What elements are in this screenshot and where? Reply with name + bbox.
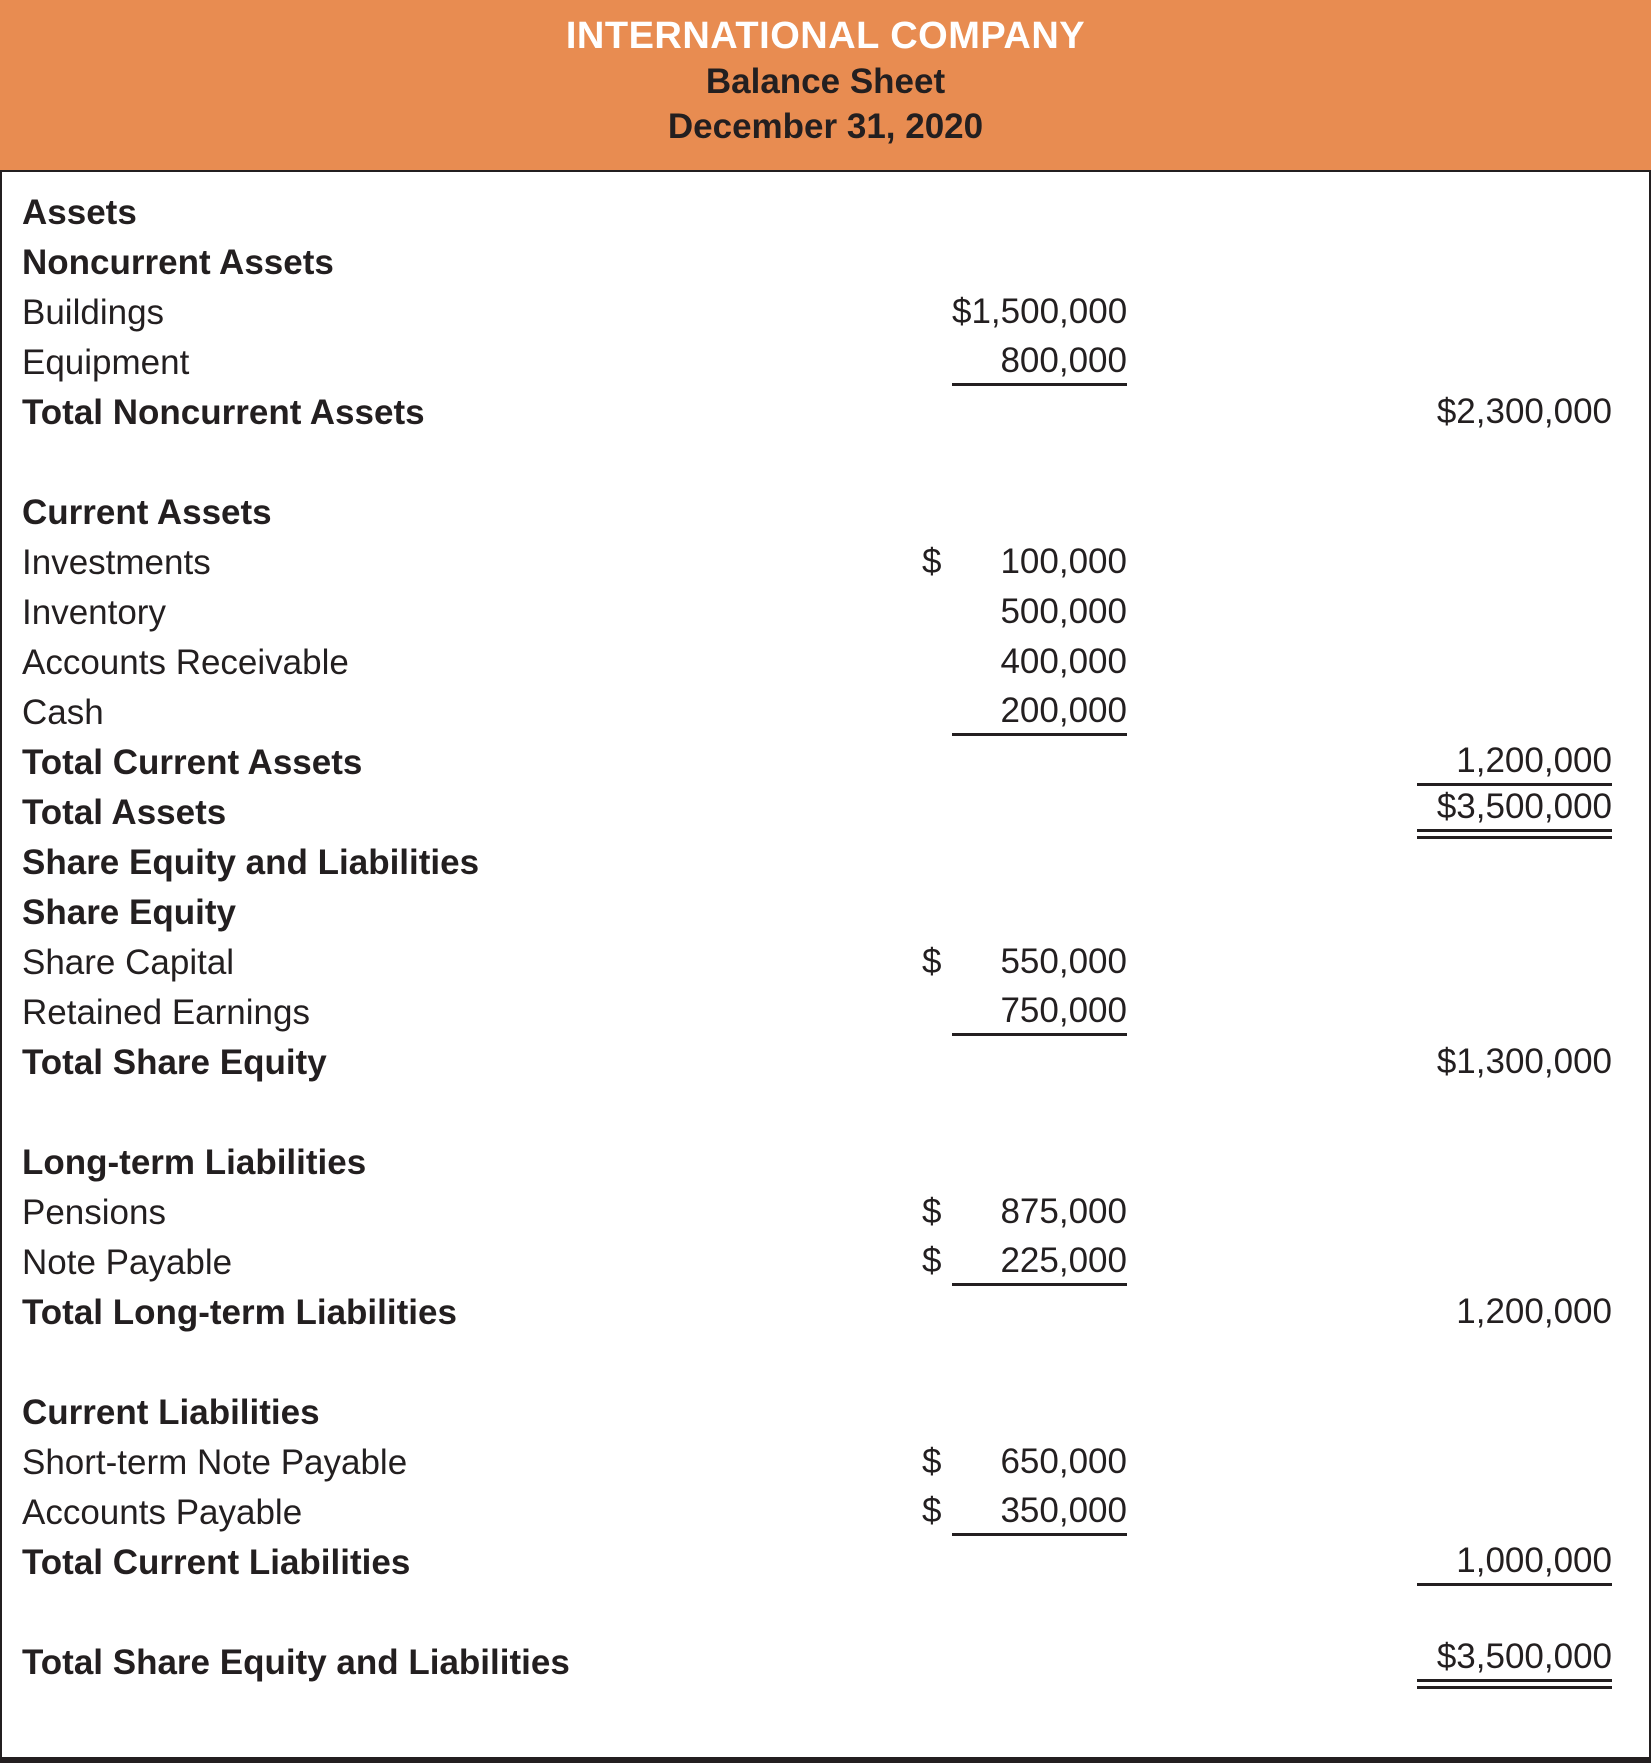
statement-title: Balance Sheet (705, 62, 946, 101)
currency-symbol (922, 592, 952, 634)
account-label: Inventory (22, 593, 166, 632)
account-label: Note Payable (22, 1243, 233, 1282)
currency-symbol (922, 1112, 952, 1114)
account-label: Total Current Assets (22, 743, 363, 782)
account-label: Buildings (22, 293, 165, 332)
balance-sheet-row (2, 1438, 1649, 1488)
total-amount-cell (1417, 741, 1612, 786)
balance-sheet-row (2, 1588, 1649, 1638)
balance-sheet-row (2, 438, 1649, 488)
account-label: Cash (22, 693, 104, 732)
detail-amount-cell (922, 542, 1127, 584)
detail-amount-cell (922, 1192, 1127, 1234)
balance-sheet-row (2, 188, 1649, 238)
balance-sheet-row (2, 1038, 1649, 1088)
total-amount: $1,300,000 (1436, 1042, 1612, 1081)
account-label: Total Current Liabilities (22, 1543, 411, 1582)
total-amount-cell (1417, 443, 1612, 483)
currency-symbol (922, 691, 952, 736)
total-amount-cell (1417, 1042, 1612, 1084)
detail-amount-cell (922, 642, 1127, 684)
balance-sheet-row (2, 638, 1649, 688)
balance-sheet-row (2, 1088, 1649, 1138)
detail-amount: 400,000 (1000, 642, 1127, 681)
account-label: Investments (22, 543, 211, 582)
account-label: Share Equity and Liabilities (22, 843, 480, 882)
detail-amount-cell (922, 1241, 1127, 1286)
detail-amount: 100,000 (1000, 542, 1127, 581)
account-label: Share Capital (22, 943, 235, 982)
balance-sheet-row (2, 1238, 1649, 1288)
total-amount-cell (1417, 1292, 1612, 1334)
balance-sheet-row (2, 1138, 1649, 1188)
account-label: Short-term Note Payable (22, 1443, 408, 1482)
balance-sheet-row (2, 1188, 1649, 1238)
account-label: Total Share Equity and Liabilities (22, 1643, 570, 1682)
account-label: Retained Earnings (22, 993, 310, 1032)
account-label: Current Assets (22, 493, 272, 532)
account-label: Total Assets (22, 793, 227, 832)
detail-amount: 550,000 (1000, 942, 1127, 981)
balance-sheet-row (2, 738, 1649, 788)
balance-sheet-row (2, 588, 1649, 638)
total-amount-cell (1417, 392, 1612, 434)
detail-amount: 750,000 (952, 991, 1127, 1036)
total-amount-cell (1417, 1343, 1612, 1383)
detail-amount (952, 1612, 1127, 1614)
detail-amount: 800,000 (952, 341, 1127, 386)
total-amount: 1,200,000 (1456, 1292, 1612, 1331)
balance-sheet-row (2, 1388, 1649, 1438)
total-amount: 1,200,000 (1417, 741, 1612, 786)
balance-sheet-row (2, 338, 1649, 388)
balance-sheet-row (2, 1338, 1649, 1388)
total-amount: $2,300,000 (1436, 392, 1612, 431)
balance-sheet-row (2, 288, 1649, 338)
detail-amount-cell (922, 1612, 1127, 1614)
statement-date: December 31, 2020 (667, 107, 984, 146)
balance-sheet-row (2, 1538, 1649, 1588)
balance-sheet-row (2, 1638, 1649, 1688)
total-amount (1417, 1622, 1612, 1624)
statement-rows (0, 170, 1651, 1763)
currency-symbol: $ (922, 1192, 942, 1231)
currency-symbol (922, 1612, 952, 1614)
detail-amount-cell (922, 691, 1127, 736)
balance-sheet-row (2, 238, 1649, 288)
total-amount: $3,500,000 (1417, 1637, 1612, 1689)
currency-symbol: $ (922, 1240, 942, 1280)
detail-amount: 350,000 (952, 1491, 1127, 1536)
balance-sheet-row (2, 788, 1649, 838)
account-label: Current Liabilities (22, 1393, 320, 1432)
detail-amount (952, 462, 1127, 464)
total-amount-cell (1417, 1541, 1612, 1586)
account-label: Equipment (22, 343, 190, 382)
detail-amount (952, 1112, 1127, 1114)
detail-amount-cell (922, 1442, 1127, 1484)
balance-sheet-row (2, 888, 1649, 938)
detail-amount (952, 1362, 1127, 1364)
detail-amount: 650,000 (1000, 1442, 1127, 1481)
balance-sheet-row (2, 488, 1649, 538)
account-label: Accounts Receivable (22, 643, 349, 682)
account-label: Pensions (22, 1193, 166, 1232)
detail-amount-cell (922, 991, 1127, 1036)
currency-symbol (922, 341, 952, 386)
total-amount (1417, 1122, 1612, 1124)
detail-amount: 500,000 (1000, 592, 1127, 631)
currency-symbol: $ (922, 542, 942, 581)
total-amount-cell (1417, 1093, 1612, 1133)
currency-symbol: $ (922, 1442, 942, 1481)
detail-amount: 200,000 (952, 691, 1127, 736)
account-label: Long-term Liabilities (22, 1143, 367, 1182)
balance-sheet-row (2, 838, 1649, 888)
currency-symbol (922, 462, 952, 464)
account-label: Share Equity (22, 893, 236, 932)
detail-amount-cell (922, 1112, 1127, 1114)
currency-symbol: $ (922, 1490, 942, 1530)
balance-sheet-row (2, 388, 1649, 438)
account-label: Assets (22, 193, 137, 232)
account-label: Total Share Equity (22, 1043, 327, 1082)
detail-amount-cell (922, 462, 1127, 464)
detail-amount: 225,000 (952, 1241, 1127, 1286)
total-amount-cell (1417, 1593, 1612, 1633)
balance-sheet-row (2, 688, 1649, 738)
balance-sheet-row (2, 1288, 1649, 1338)
balance-sheet-row (2, 1488, 1649, 1538)
total-amount (1417, 1372, 1612, 1374)
currency-symbol (922, 1362, 952, 1364)
total-amount (1417, 472, 1612, 474)
detail-amount-cell (922, 341, 1127, 386)
currency-symbol (922, 991, 952, 1036)
account-label: Accounts Payable (22, 1493, 303, 1532)
detail-amount-cell (922, 1491, 1127, 1536)
currency-symbol (922, 292, 952, 334)
total-amount-cell (1417, 1637, 1612, 1689)
detail-amount: 875,000 (1000, 1192, 1127, 1231)
balance-sheet-row (2, 938, 1649, 988)
detail-amount-cell (922, 592, 1127, 634)
currency-symbol (922, 642, 952, 684)
company-name: INTERNATIONAL COMPANY (565, 15, 1086, 57)
currency-symbol: $ (922, 942, 942, 981)
account-label: Total Noncurrent Assets (22, 393, 425, 432)
detail-amount-cell (922, 1362, 1127, 1364)
balance-sheet-row (2, 988, 1649, 1038)
account-label: Total Long-term Liabilities (22, 1293, 457, 1332)
balance-sheet-row (2, 538, 1649, 588)
total-amount: $3,500,000 (1417, 787, 1612, 839)
detail-amount-cell (922, 942, 1127, 984)
detail-amount: $1,500,000 (952, 292, 1128, 331)
detail-amount-cell (922, 292, 1127, 334)
statement-header (0, 0, 1651, 170)
total-amount: 1,000,000 (1417, 1541, 1612, 1586)
total-amount-cell (1417, 787, 1612, 839)
account-label: Noncurrent Assets (22, 243, 334, 282)
